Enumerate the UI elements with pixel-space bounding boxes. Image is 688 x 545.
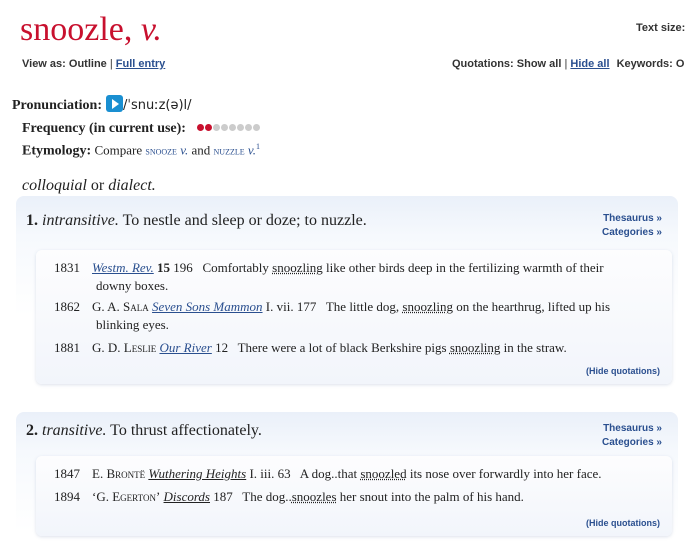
frequency-dot-empty xyxy=(245,124,252,131)
quote-year: 1894 xyxy=(54,489,80,504)
pronunciation-row xyxy=(12,95,192,114)
quotation xyxy=(54,487,664,506)
sense-definition xyxy=(26,212,367,230)
etymology-and: and xyxy=(191,142,211,158)
quote-volume: 15 xyxy=(156,260,170,275)
quote-year: 1831 xyxy=(54,260,80,275)
thesaurus-link[interactable]: Thesaurus » xyxy=(603,423,662,434)
categories-link[interactable]: Categories » xyxy=(601,227,662,238)
quote-year: 1862 xyxy=(54,299,80,314)
quote-year: 1847 xyxy=(54,466,80,481)
etymology-pos-2[interactable]: v. xyxy=(247,142,256,158)
hide-all-link[interactable]: Hide all xyxy=(570,58,610,70)
text-size-label: Text size: xyxy=(636,22,686,34)
quotation xyxy=(54,258,664,277)
sense-links xyxy=(600,212,662,240)
sense-number: 1. xyxy=(26,212,38,229)
quote-title-link[interactable]: Discords xyxy=(163,489,210,504)
quote-text: Comfortably xyxy=(202,260,269,275)
quote-text: her snout into the palm of his hand. xyxy=(339,489,524,504)
quotations-label: Quotations: xyxy=(452,58,514,70)
frequency-dot-filled xyxy=(197,124,204,131)
headword xyxy=(20,8,162,52)
quote-keyword: snoozling xyxy=(449,340,501,355)
etymology-label: Etymology: xyxy=(22,143,92,159)
sense-2 xyxy=(16,412,678,538)
quote-text: in the straw. xyxy=(503,340,567,355)
pronunciation-label: Pronunciation: xyxy=(12,98,102,113)
frequency-dot-empty xyxy=(229,124,236,131)
thesaurus-link[interactable]: Thesaurus » xyxy=(603,213,662,224)
register-or: or xyxy=(90,177,105,194)
etymology-row xyxy=(22,142,260,159)
quote-text: There were a lot of black Berkshire pigs xyxy=(237,340,447,355)
quote-title-link[interactable]: Our River xyxy=(159,340,212,355)
quote-text: its nose over forwardly into her face. xyxy=(409,466,602,481)
quotations-box xyxy=(36,456,672,536)
frequency-dot-filled xyxy=(205,124,212,131)
quote-title-link[interactable]: Westm. Rev. xyxy=(92,260,154,275)
view-as-bar xyxy=(22,58,165,70)
quote-author: G. A. Sala xyxy=(92,299,149,314)
quote-keyword: snoozling xyxy=(272,260,323,275)
quote-text: like other birds deep in the fertilizing warmth of their xyxy=(325,260,604,275)
quote-author: E. Brontë xyxy=(92,466,146,481)
etymology-pos-1[interactable]: v. xyxy=(180,142,189,158)
quote-reference: I. vii. 177 xyxy=(265,299,317,314)
quotations-box xyxy=(36,250,672,384)
sense-grammar: transitive. xyxy=(42,422,107,439)
quotation xyxy=(54,338,664,357)
quote-author: ‘G. Egerton’ xyxy=(92,489,161,504)
frequency-row xyxy=(22,120,261,137)
sense-definition xyxy=(26,422,262,440)
etymology-link-nuzzle[interactable]: nuzzle xyxy=(213,143,245,158)
quote-reference: I. iii. 63 xyxy=(249,466,291,481)
quote-year: 1881 xyxy=(54,340,80,355)
frequency-dot-empty xyxy=(253,124,260,131)
sense-1 xyxy=(16,196,678,386)
quote-continuation: blinking eyes. xyxy=(96,317,169,332)
show-all-option[interactable]: Show all xyxy=(516,58,562,70)
quote-keyword: snoozled xyxy=(360,466,407,481)
quote-text: The little dog, xyxy=(325,299,400,314)
register-label xyxy=(22,177,156,195)
quote-reference: 196 xyxy=(173,260,193,275)
quote-text: A dog..that xyxy=(299,466,358,481)
etymology-superscript: 1 xyxy=(255,142,260,151)
sense-links xyxy=(600,422,662,450)
sense-definition-text: To thrust affectionately. xyxy=(110,422,262,439)
view-as-label: View as: xyxy=(22,58,66,70)
hide-quotations-link[interactable]: (Hide quotations) xyxy=(586,518,660,528)
full-entry-link[interactable]: Full entry xyxy=(115,58,166,70)
quote-keyword: snoozles xyxy=(291,489,337,504)
register-dialect: dialect. xyxy=(108,177,156,194)
quote-title-link[interactable]: Seven Sons Mammon xyxy=(152,299,263,314)
frequency-dots-icon[interactable] xyxy=(197,120,261,136)
quote-text: on the hearthrug, lifted up his xyxy=(456,299,611,314)
quote-title-link[interactable]: Wuthering Heights xyxy=(148,466,247,481)
etymology-compare: Compare xyxy=(94,142,143,158)
sense-number: 2. xyxy=(26,422,38,439)
frequency-dot-empty xyxy=(221,124,228,131)
quote-reference: 187 xyxy=(213,489,233,504)
quotation xyxy=(54,464,664,483)
part-of-speech: v. xyxy=(140,11,162,48)
outline-option[interactable]: Outline xyxy=(68,58,107,70)
frequency-label: Frequency (in current use): xyxy=(22,121,186,136)
categories-link[interactable]: Categories » xyxy=(601,437,662,448)
hide-quotations-link[interactable]: (Hide quotations) xyxy=(586,366,660,376)
quote-keyword: snoozling xyxy=(402,299,453,314)
frequency-dot-empty xyxy=(213,124,220,131)
frequency-dot-empty xyxy=(237,124,244,131)
separator: | xyxy=(564,58,568,70)
register-colloquial: colloquial xyxy=(22,177,87,194)
headword-text: snoozle, xyxy=(20,11,133,48)
quotation xyxy=(54,297,664,316)
keywords-label[interactable]: Keywords: O xyxy=(616,58,685,70)
quotations-bar xyxy=(452,58,684,70)
quote-reference: 12 xyxy=(215,340,229,355)
pronunciation-ipa: /ˈsnuːz(ə)l/ xyxy=(122,98,192,113)
quote-continuation: downy boxes. xyxy=(96,278,169,293)
play-audio-icon[interactable] xyxy=(106,95,123,112)
etymology-link-snooze[interactable]: snooze xyxy=(145,143,177,158)
quote-text: The dog.. xyxy=(242,489,292,504)
quote-author: G. D. Leslie xyxy=(92,340,157,355)
separator: | xyxy=(109,58,113,70)
sense-grammar: intransitive. xyxy=(42,212,119,229)
sense-definition-text: To nestle and sleep or doze; to nuzzle. xyxy=(122,212,367,229)
